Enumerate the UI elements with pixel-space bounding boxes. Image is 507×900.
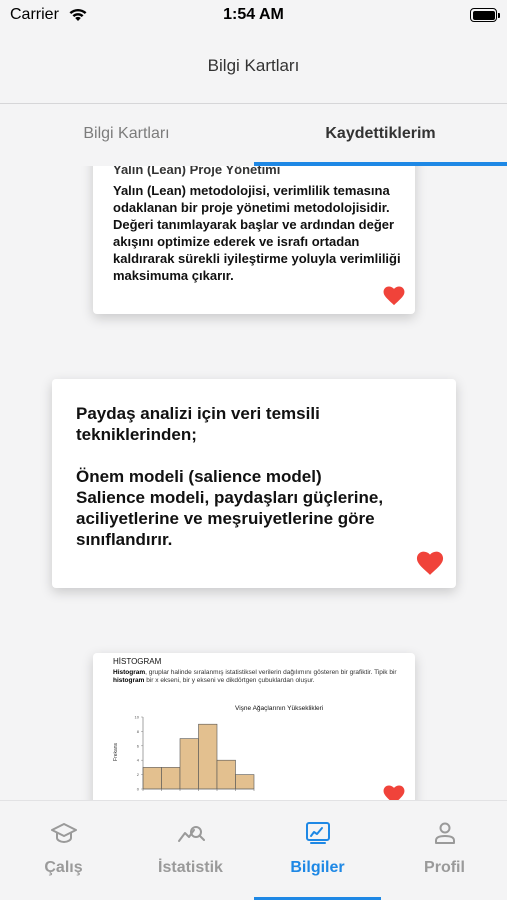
- histogram-bar: [180, 739, 199, 789]
- histogram-bar: [236, 775, 255, 789]
- bottom-tab-bilgiler[interactable]: Bilgiler: [254, 801, 381, 900]
- histogram-bar: [143, 767, 162, 789]
- flash-card[interactable]: [52, 379, 456, 588]
- saved-cards-list[interactable]: [0, 166, 507, 800]
- nav-header: [0, 32, 507, 104]
- carrier-label: Carrier: [10, 6, 59, 23]
- card-text: Paydaş analizi için veri temsili tekniklerinden; Önem modeli (salience model) Salience modeli, paydaşları güçlerine, aciliyetlerine ve meşruiyetlerine göre sınıflandırır.: [76, 404, 384, 549]
- clock: 1:54 AM: [223, 6, 284, 23]
- tab-bilgi-kartlari[interactable]: Bilgi Kartları: [83, 125, 170, 142]
- bottom-tab-istatistik[interactable]: İstatistik: [127, 801, 254, 900]
- y-tick-label: 8: [136, 728, 139, 734]
- battery-icon: [470, 8, 497, 22]
- bottom-tab-profil[interactable]: Profil: [381, 801, 507, 900]
- info-card-icon: [305, 821, 331, 845]
- top-tabs: [0, 104, 507, 166]
- y-tick-label: 6: [136, 743, 139, 749]
- heart-icon[interactable]: [383, 785, 405, 800]
- person-icon: [433, 821, 457, 845]
- histogram-description: Histogram, gruplar halinde sıralanmış istatistiksel verilerin dağılımını gösteren bir grafiktir. Tipik bir histogram bir x ekseni, bir y ekseni ve dikdörtgen çubuklardan oluşur.: [113, 669, 397, 684]
- graduation-cap-icon: [51, 821, 77, 845]
- chart-search-icon: [177, 821, 205, 845]
- y-tick-label: 4: [136, 757, 139, 763]
- histogram-heading: HİSTOGRAM: [113, 657, 162, 666]
- chart-title: Vişne Ağaçlarının Yükseklikleri: [235, 705, 324, 712]
- card-heading: Yalın (Lean) Proje Yönetimi: [113, 166, 281, 177]
- y-tick-label: 2: [136, 772, 139, 778]
- heart-icon[interactable]: [416, 551, 444, 576]
- card-text: Yalın (Lean) metodolojisi, verimlilik temasına odaklanan bir proje yönetimi metodolojisidir. Değeri tanımlayarak başlar ve ardından değer akışını optimize ederek ve israfı ortadan kaldırarak sürekli iyileştirme yoluyla verimliliği maksimuma çıkarır.: [113, 183, 401, 283]
- heart-icon[interactable]: [383, 286, 405, 306]
- histogram-bar: [162, 767, 181, 789]
- y-axis-label: Frekans: [113, 742, 119, 761]
- histogram-bar: [217, 760, 236, 789]
- bottom-tab-bar: [0, 800, 507, 900]
- y-tick-label: 10: [134, 714, 139, 720]
- page-title: Bilgi Kartları: [207, 56, 300, 75]
- flash-card-image[interactable]: [93, 653, 415, 800]
- bottom-tab-calis[interactable]: Çalış: [0, 801, 127, 900]
- tab-kaydettiklerim[interactable]: Kaydettiklerim: [325, 125, 436, 142]
- status-bar: [0, 0, 507, 32]
- histogram-bar: [199, 724, 218, 789]
- flash-card[interactable]: [93, 166, 415, 314]
- y-tick-label: 0: [136, 786, 139, 792]
- histogram-chart: [113, 711, 293, 800]
